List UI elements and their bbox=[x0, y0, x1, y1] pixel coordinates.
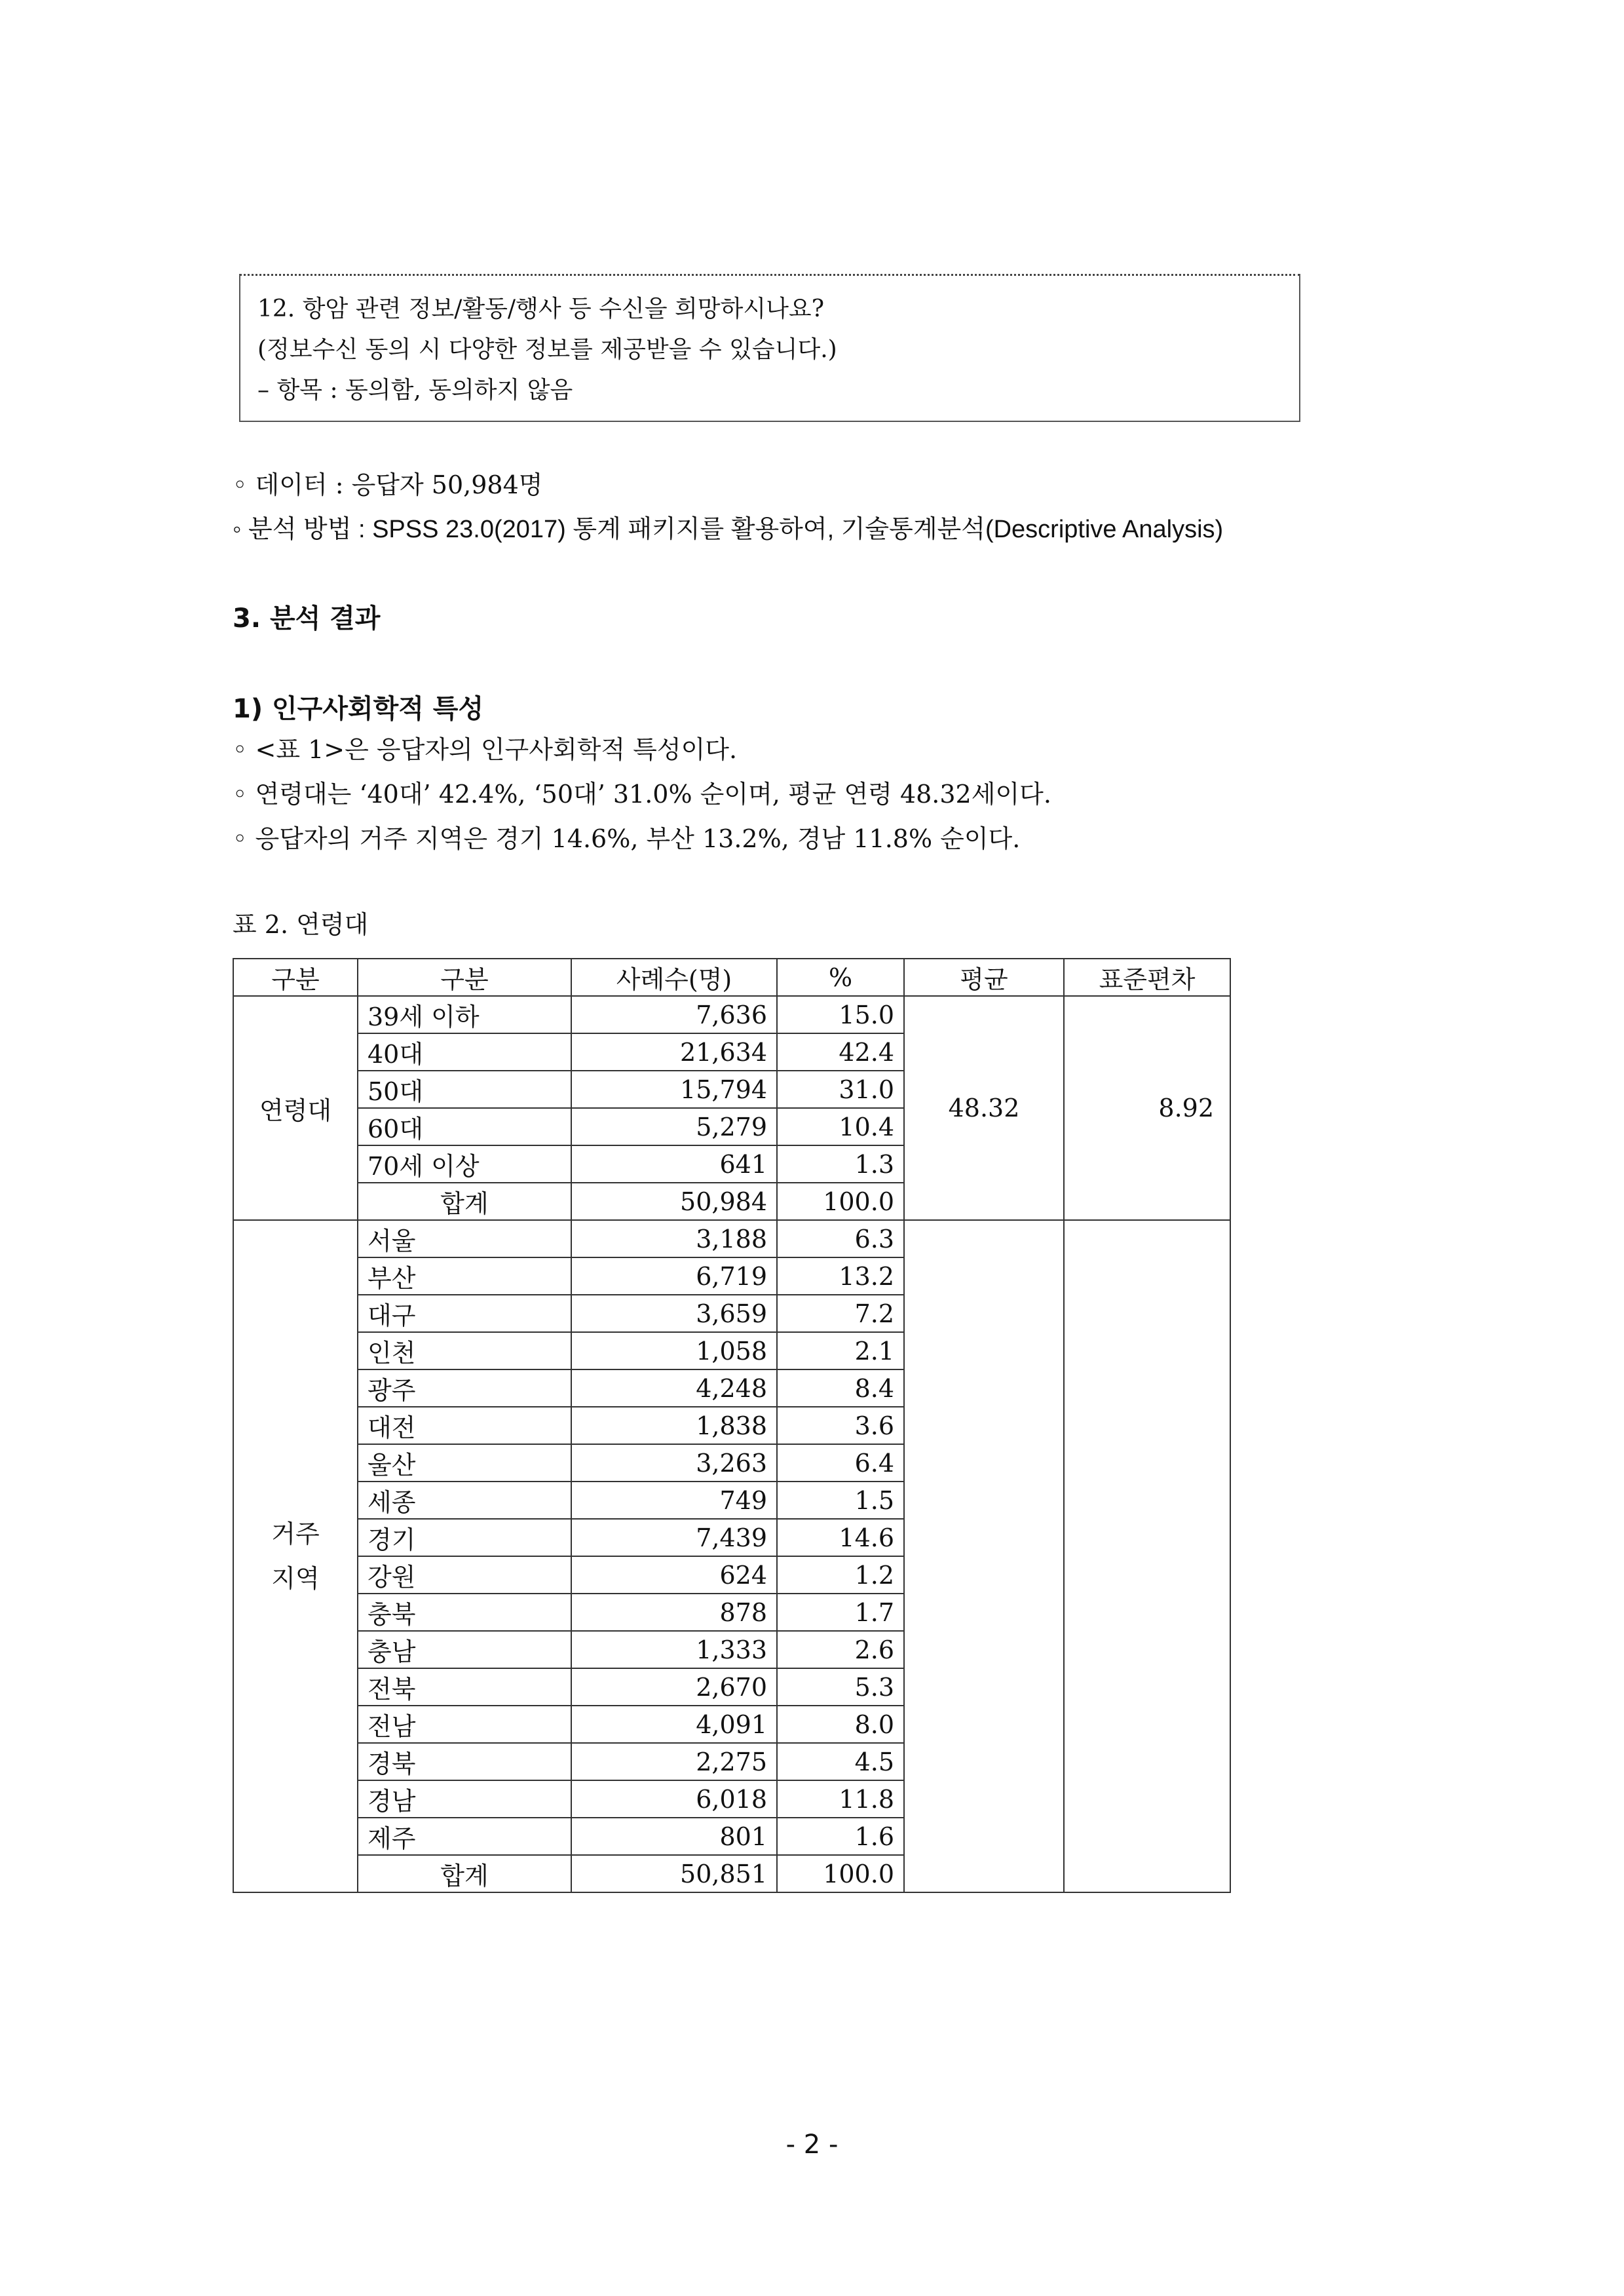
count-cell: 641 bbox=[571, 1145, 777, 1183]
percent-cell: 1.2 bbox=[777, 1556, 904, 1594]
row-label: 경기 bbox=[358, 1519, 571, 1556]
row-label: 대전 bbox=[358, 1407, 571, 1444]
row-label: 충남 bbox=[358, 1631, 571, 1668]
row-label: 60대 bbox=[358, 1108, 571, 1145]
percent-cell: 8.4 bbox=[777, 1369, 904, 1407]
row-label: 광주 bbox=[358, 1369, 571, 1407]
header-std-dev: 표준편차 bbox=[1064, 959, 1230, 996]
demographics-table bbox=[233, 958, 1231, 1893]
row-label: 제주 bbox=[358, 1818, 571, 1855]
percent-cell: 6.3 bbox=[777, 1220, 904, 1257]
row-label: 경북 bbox=[358, 1743, 571, 1780]
percent-cell: 5.3 bbox=[777, 1668, 904, 1706]
count-cell: 1,058 bbox=[571, 1332, 777, 1369]
percent-cell: 2.6 bbox=[777, 1631, 904, 1668]
age-group-label: 연령대 bbox=[233, 996, 358, 1220]
count-cell: 624 bbox=[571, 1556, 777, 1594]
row-label: 39세 이하 bbox=[358, 996, 571, 1033]
region-label-line: 거주 bbox=[271, 1520, 320, 1548]
percent-cell: 100.0 bbox=[777, 1855, 904, 1892]
count-cell: 6,719 bbox=[571, 1257, 777, 1295]
count-cell: 5,279 bbox=[571, 1108, 777, 1145]
count-cell: 21,634 bbox=[571, 1033, 777, 1071]
survey-question-box bbox=[239, 274, 1300, 422]
mean-cell: 48.32 bbox=[904, 996, 1064, 1220]
count-cell: 2,670 bbox=[571, 1668, 777, 1706]
table-header-row bbox=[233, 959, 1230, 996]
row-label: 전북 bbox=[358, 1668, 571, 1706]
mean-cell bbox=[904, 1220, 1064, 1892]
finding-bullet: ◦ <표 1>은 응답자의 인구사회학적 특성이다. bbox=[233, 735, 738, 764]
header-count: 사례수(명) bbox=[571, 959, 777, 996]
percent-cell: 11.8 bbox=[777, 1780, 904, 1818]
count-cell: 3,659 bbox=[571, 1295, 777, 1332]
method-list bbox=[233, 463, 1223, 552]
std-dev-cell bbox=[1064, 1220, 1230, 1892]
row-label: 충북 bbox=[358, 1594, 571, 1631]
row-label: 인천 bbox=[358, 1332, 571, 1369]
table-caption: 표 2. 연령대 bbox=[233, 910, 369, 939]
header-subcategory: 구분 bbox=[358, 959, 571, 996]
row-label: 40대 bbox=[358, 1033, 571, 1071]
percent-cell: 1.3 bbox=[777, 1145, 904, 1183]
count-cell: 15,794 bbox=[571, 1071, 777, 1108]
count-cell: 4,248 bbox=[571, 1369, 777, 1407]
question-options: – 항목 : 동의함, 동의하지 않음 bbox=[257, 377, 573, 404]
row-label: 세종 bbox=[358, 1482, 571, 1519]
region-section bbox=[233, 1220, 1230, 1892]
percent-cell: 4.5 bbox=[777, 1743, 904, 1780]
subsection-title: 1) 인구사회학적 특성 bbox=[233, 694, 484, 724]
percent-cell: 7.2 bbox=[777, 1295, 904, 1332]
row-label: 전남 bbox=[358, 1706, 571, 1743]
count-cell: 1,838 bbox=[571, 1407, 777, 1444]
row-label: 경남 bbox=[358, 1780, 571, 1818]
table-row bbox=[233, 1220, 1230, 1257]
row-label: 50대 bbox=[358, 1071, 571, 1108]
percent-cell: 8.0 bbox=[777, 1706, 904, 1743]
percent-cell: 1.7 bbox=[777, 1594, 904, 1631]
count-cell: 3,263 bbox=[571, 1444, 777, 1482]
question-note: (정보수신 동의 시 다양한 정보를 제공받을 수 있습니다.) bbox=[257, 336, 837, 363]
percent-cell: 100.0 bbox=[777, 1183, 904, 1220]
count-cell: 50,984 bbox=[571, 1183, 777, 1220]
total-label: 합계 bbox=[358, 1183, 571, 1220]
row-label: 울산 bbox=[358, 1444, 571, 1482]
finding-bullet: ◦ 응답자의 거주 지역은 경기 14.6%, 부산 13.2%, 경남 11.8% 순이다. bbox=[233, 824, 1021, 853]
header-percent: % bbox=[777, 959, 904, 996]
page-number: - 2 - bbox=[785, 2130, 839, 2160]
data-bullet: ◦ 데이터 : 응답자 50,984명 bbox=[233, 470, 543, 499]
percent-cell: 42.4 bbox=[777, 1033, 904, 1071]
question-text: 12. 항암 관련 정보/활동/행사 등 수신을 희망하시나요? bbox=[257, 296, 824, 322]
findings-list bbox=[233, 727, 1051, 861]
percent-cell: 1.5 bbox=[777, 1482, 904, 1519]
region-label bbox=[233, 1220, 358, 1892]
age-group-section bbox=[233, 996, 1230, 1220]
row-label: 부산 bbox=[358, 1257, 571, 1295]
percent-cell: 15.0 bbox=[777, 996, 904, 1033]
count-cell: 1,333 bbox=[571, 1631, 777, 1668]
count-cell: 3,188 bbox=[571, 1220, 777, 1257]
row-label: 대구 bbox=[358, 1295, 571, 1332]
header-mean: 평균 bbox=[904, 959, 1064, 996]
count-cell: 7,636 bbox=[571, 996, 777, 1033]
count-cell: 7,439 bbox=[571, 1519, 777, 1556]
count-cell: 801 bbox=[571, 1818, 777, 1855]
percent-cell: 14.6 bbox=[777, 1519, 904, 1556]
table-row bbox=[233, 996, 1230, 1033]
total-label: 합계 bbox=[358, 1855, 571, 1892]
count-cell: 4,091 bbox=[571, 1706, 777, 1743]
count-cell: 2,275 bbox=[571, 1743, 777, 1780]
count-cell: 50,851 bbox=[571, 1855, 777, 1892]
percent-cell: 3.6 bbox=[777, 1407, 904, 1444]
count-cell: 749 bbox=[571, 1482, 777, 1519]
region-label-line: 지역 bbox=[271, 1564, 320, 1593]
count-cell: 878 bbox=[571, 1594, 777, 1631]
std-dev-cell: 8.92 bbox=[1064, 996, 1230, 1220]
finding-bullet: ◦ 연령대는 ‘40대’ 42.4%, ‘50대’ 31.0% 순이며, 평균 연령 48.32세이다. bbox=[233, 780, 1051, 809]
count-cell: 6,018 bbox=[571, 1780, 777, 1818]
percent-cell: 6.4 bbox=[777, 1444, 904, 1482]
analysis-method-bullet: ◦ 분석 방법 : SPSS 23.0(2017) 통계 패키지를 활용하여, 기술통계분석(Descriptive Analysis) bbox=[233, 516, 1224, 543]
row-label: 70세 이상 bbox=[358, 1145, 571, 1183]
row-label: 강원 bbox=[358, 1556, 571, 1594]
percent-cell: 31.0 bbox=[777, 1071, 904, 1108]
percent-cell: 1.6 bbox=[777, 1818, 904, 1855]
row-label: 서울 bbox=[358, 1220, 571, 1257]
percent-cell: 10.4 bbox=[777, 1108, 904, 1145]
section-title: 3. 분석 결과 bbox=[233, 603, 381, 634]
header-category: 구분 bbox=[233, 959, 358, 996]
percent-cell: 13.2 bbox=[777, 1257, 904, 1295]
percent-cell: 2.1 bbox=[777, 1332, 904, 1369]
